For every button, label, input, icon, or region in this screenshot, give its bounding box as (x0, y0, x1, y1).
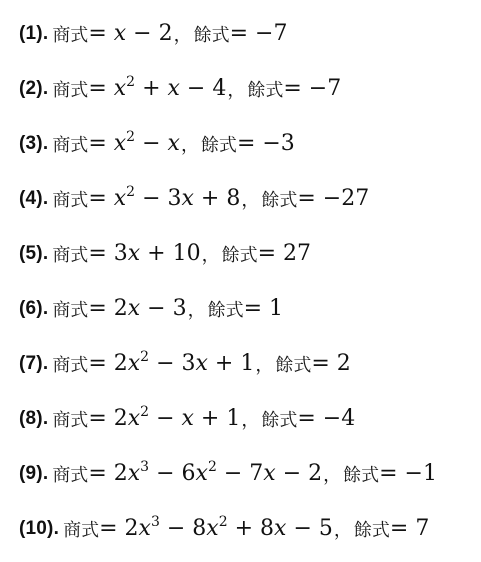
remainder-expression (237, 131, 295, 156)
item-number: (2). (19, 77, 49, 99)
quotient-label: 商式 (52, 354, 89, 376)
separator: ， (201, 244, 220, 266)
math-text: = −27 (297, 186, 370, 211)
remainder-label: 餘式 (261, 189, 298, 211)
answer-line (19, 116, 481, 171)
math-text: = 2 (311, 351, 351, 376)
separator: ， (227, 79, 246, 101)
math-variable: x (127, 296, 141, 321)
math-text: = 27 (257, 241, 312, 266)
math-text: = 3 (88, 241, 128, 266)
math-variable: x (206, 516, 219, 541)
math-text: + (135, 76, 168, 101)
remainder-label: 餘式 (275, 354, 312, 376)
remainder-expression (244, 296, 283, 321)
math-text: − (149, 406, 182, 431)
math-text: = 1 (243, 296, 284, 321)
math-text: − 2 (275, 461, 323, 486)
quotient-label: 商式 (52, 134, 89, 156)
separator: ， (255, 354, 274, 376)
answer-line (19, 336, 481, 391)
math-text: = 7 (389, 516, 430, 541)
quotient-label: 商式 (63, 519, 100, 541)
remainder-label: 餘式 (343, 464, 380, 486)
quotient-expression (88, 186, 240, 211)
math-text: = −3 (236, 131, 295, 156)
math-text: + 8 (227, 516, 275, 541)
math-variable: x (195, 461, 208, 486)
math-text: − 4 (179, 76, 227, 101)
remainder-expression (297, 186, 369, 211)
remainder-label: 餘式 (261, 409, 298, 431)
answer-line (19, 226, 481, 281)
math-variable: x (113, 21, 127, 46)
math-text: = (88, 131, 114, 156)
answer-line (19, 446, 481, 501)
remainder-expression (258, 241, 311, 266)
math-variable: x (127, 461, 141, 486)
remainder-label: 餘式 (200, 134, 237, 156)
answer-line (19, 6, 481, 61)
math-variable: x (113, 186, 127, 211)
math-exponent: 2 (126, 129, 136, 145)
math-text: = (88, 21, 114, 46)
answer-lines (19, 6, 481, 556)
quotient-expression (88, 76, 226, 101)
math-text: − 7 (216, 461, 264, 486)
math-text: − 2 (126, 21, 173, 46)
quotient-label: 商式 (52, 299, 89, 321)
separator: ， (180, 134, 199, 156)
math-exponent: 2 (140, 404, 150, 420)
quotient-label: 商式 (52, 464, 89, 486)
separator: ， (173, 24, 192, 46)
math-variable: x (181, 186, 194, 211)
remainder-expression (311, 351, 350, 376)
math-text: − 3 (149, 351, 196, 376)
remainder-label: 餘式 (193, 24, 230, 46)
math-variable: x (167, 76, 180, 101)
math-text: = 2 (99, 516, 139, 541)
item-number: (5). (19, 242, 49, 264)
quotient-label: 商式 (52, 409, 89, 431)
item-number: (8). (19, 407, 49, 429)
answer-line (19, 61, 481, 116)
quotient-expression (88, 296, 186, 321)
math-text: − 6 (149, 461, 196, 486)
remainder-label: 餘式 (247, 79, 284, 101)
math-text: − 8 (159, 516, 207, 541)
math-variable: x (181, 406, 194, 431)
math-exponent: 3 (140, 459, 150, 475)
math-text: = −4 (297, 406, 356, 431)
math-text: = 2 (88, 296, 128, 321)
item-number: (7). (19, 352, 49, 374)
item-number: (3). (19, 132, 49, 154)
separator: ， (187, 299, 206, 321)
math-text: = 2 (88, 351, 128, 376)
quotient-expression (88, 241, 200, 266)
math-exponent: 2 (126, 74, 136, 90)
quotient-expression (88, 131, 180, 156)
quotient-expression (88, 21, 172, 46)
math-exponent: 2 (126, 184, 136, 200)
math-exponent: 2 (207, 459, 217, 475)
math-text: − 5 (286, 516, 333, 541)
answer-line (19, 281, 481, 336)
math-text: = (88, 186, 114, 211)
math-text: = 2 (88, 461, 128, 486)
math-variable: x (263, 461, 276, 486)
item-number: (9). (19, 462, 49, 484)
separator: ， (333, 519, 352, 541)
item-number: (1). (19, 22, 49, 44)
answer-line (19, 501, 481, 556)
math-text: + 1 (193, 406, 241, 431)
quotient-expression (88, 406, 240, 431)
math-exponent: 2 (140, 349, 150, 365)
math-variable: x (167, 131, 180, 156)
quotient-expression (99, 516, 333, 541)
math-text: = −7 (283, 76, 342, 101)
math-variable: x (127, 351, 141, 376)
math-variable: x (138, 516, 151, 541)
quotient-label: 商式 (52, 189, 89, 211)
quotient-label: 商式 (52, 244, 89, 266)
math-text: = −1 (379, 461, 437, 486)
math-variable: x (274, 516, 287, 541)
separator: ， (323, 464, 342, 486)
separator: ， (241, 409, 260, 431)
remainder-expression (297, 406, 355, 431)
remainder-expression (283, 76, 341, 101)
quotient-label: 商式 (52, 79, 89, 101)
math-text: = −7 (229, 21, 288, 46)
math-exponent: 3 (150, 514, 160, 530)
item-number: (10). (19, 517, 60, 539)
remainder-expression (379, 461, 437, 486)
remainder-expression (230, 21, 288, 46)
quotient-expression (88, 351, 254, 376)
math-text: + 10 (140, 241, 201, 266)
math-exponent: 2 (218, 514, 228, 530)
item-number: (4). (19, 187, 49, 209)
item-number: (6). (19, 297, 49, 319)
quotient-expression (88, 461, 322, 486)
math-variable: x (127, 241, 141, 266)
answer-line (19, 171, 481, 226)
remainder-label: 餘式 (353, 519, 390, 541)
math-text: − (135, 131, 168, 156)
math-text: = (88, 76, 114, 101)
math-text: = 2 (88, 406, 128, 431)
math-text: − 3 (135, 186, 182, 211)
math-variable: x (113, 131, 127, 156)
remainder-expression (390, 516, 429, 541)
quotient-label: 商式 (52, 24, 89, 46)
remainder-label: 餘式 (221, 244, 258, 266)
math-text: − 3 (140, 296, 187, 321)
math-variable: x (195, 351, 208, 376)
separator: ， (241, 189, 260, 211)
math-variable: x (113, 76, 127, 101)
math-text: + 8 (193, 186, 241, 211)
math-text: + 1 (207, 351, 255, 376)
math-variable: x (127, 406, 141, 431)
remainder-label: 餘式 (207, 299, 244, 321)
answer-line (19, 391, 481, 446)
